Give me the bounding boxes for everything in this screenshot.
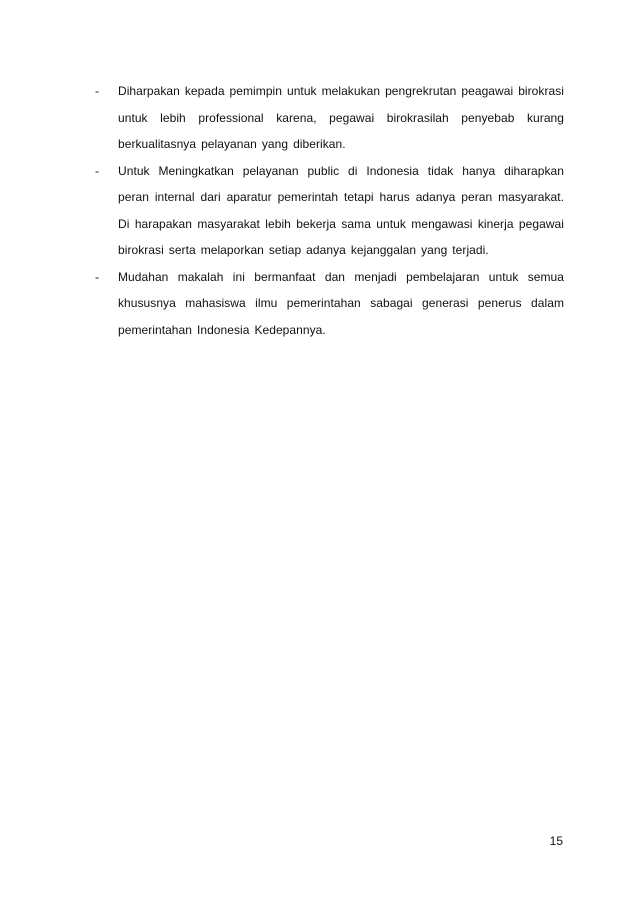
bullet-item-leader-recruitment [92,78,564,158]
bullet-text: Untuk Meningkatkan pelayanan public di Indonesia tidak hanya diharapkan peran internal dari aparatur pemerintah tetapi harus adanya peran masyarakat. Di harapakan masyarakat lebih bekerja sama untuk mengawasi kinerja pegawai birokrasi serta melaporkan setiap adanya kejanggalan yang terjadi. [118,163,564,257]
page-number: 15 [549,834,563,848]
bullet-dash: - [95,269,99,284]
conclusion-bullet-list [92,78,564,343]
bullet-text: Mudahan makalah ini bermanfaat dan menjadi pembelajaran untuk semua khususnya mahasiswa ilmu pemerintahan sabagai generasi penerus dalam pemerintahan Indonesia Kedepannya. [118,269,564,337]
bullet-item-public-service [92,158,564,264]
bullet-item-paper-benefit [92,264,564,344]
bullet-dash: - [95,163,99,178]
bullet-dash: - [95,84,99,98]
bullet-text: Diharpakan kepada pemimpin untuk melakukan pengrekrutan peagawai birokrasi untuk lebih professional karena, pegawai birokrasilah penyebab kurang berkualitasnya pelayanan yang diberikan. [118,84,564,151]
